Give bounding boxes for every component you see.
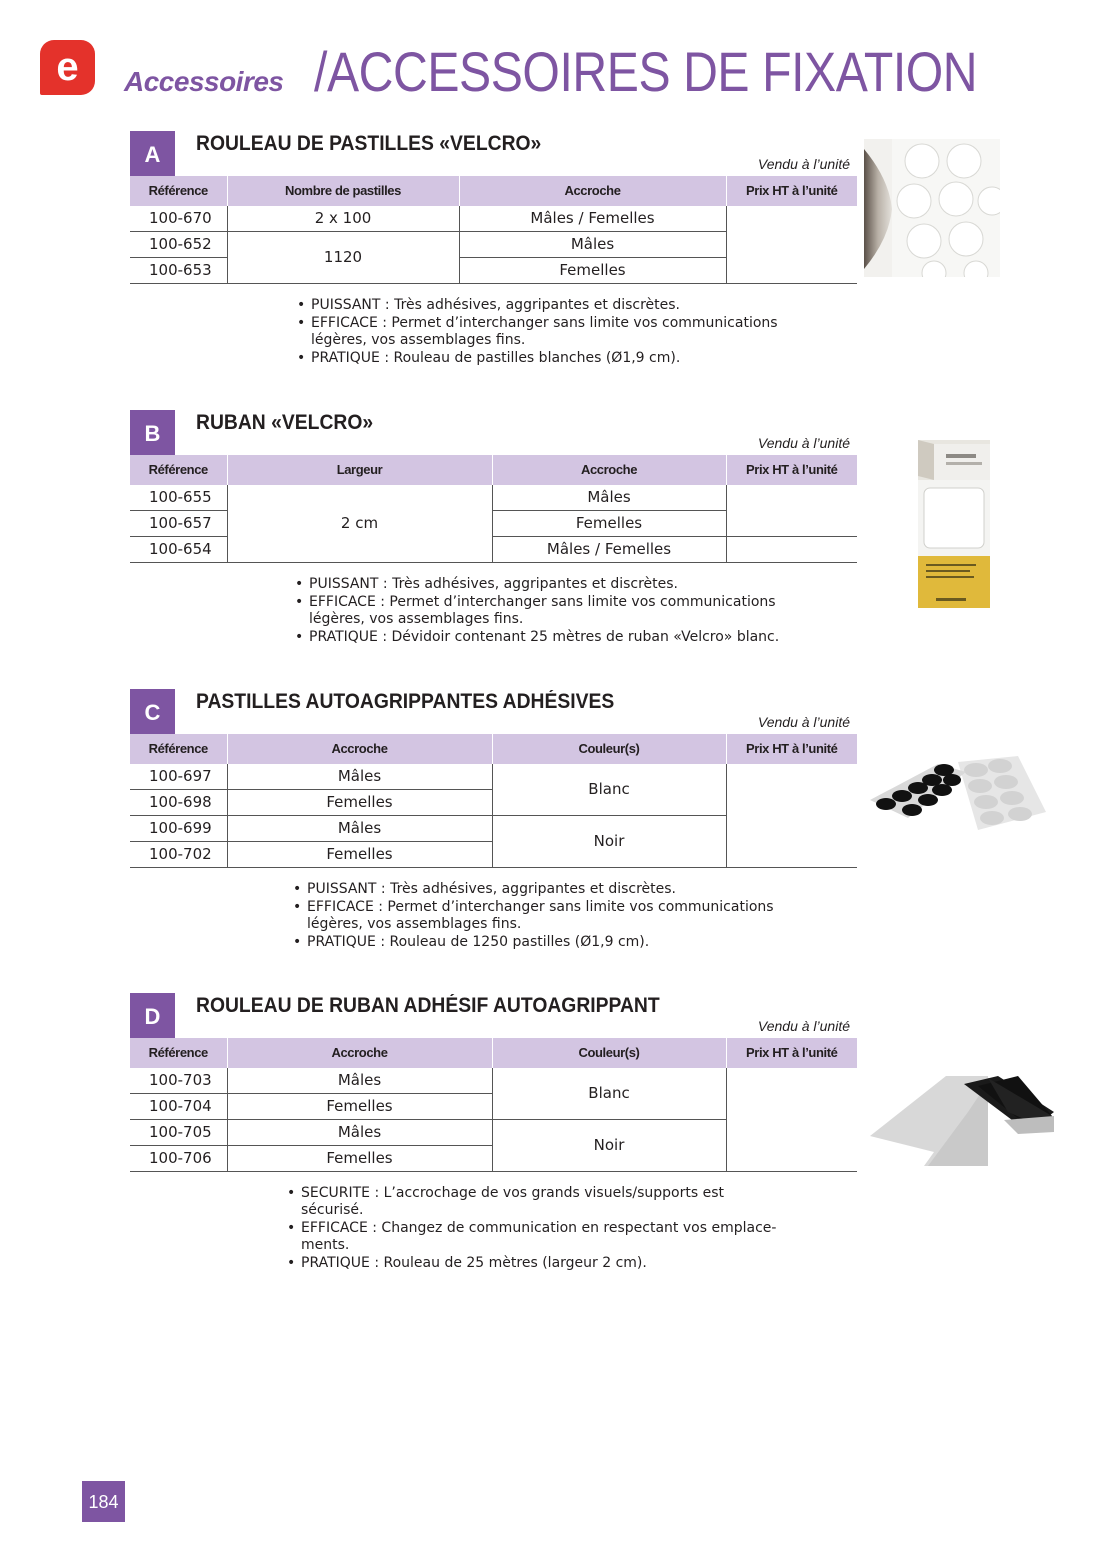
feature-key: EFFICACE [301, 1220, 368, 1236]
count-cell: 2 x 100 [227, 206, 459, 232]
feature-key: PRATIQUE [301, 1255, 370, 1271]
column-header: Accroche [459, 176, 726, 206]
feature-item [297, 315, 837, 349]
feature-item [297, 350, 837, 367]
fastening-cell: Mâles [492, 485, 726, 511]
column-header: Accroche [227, 734, 492, 764]
feature-item [287, 1185, 787, 1219]
feature-list [295, 576, 835, 647]
reference-cell: 100-703 [130, 1068, 227, 1094]
adhesive-dots-image [868, 752, 1048, 832]
fastening-cell: Mâles [459, 232, 726, 258]
feature-key: PUISSANT [309, 576, 379, 592]
feature-item [287, 1255, 787, 1272]
table-header-row [130, 176, 857, 206]
feature-item [297, 297, 837, 314]
feature-key: PRATIQUE [307, 934, 376, 950]
product-table [130, 734, 857, 868]
table-row [130, 1068, 857, 1094]
fastening-cell: Femelles [227, 790, 492, 816]
color-cell: Noir [492, 816, 726, 868]
feature-key: SECURITE [301, 1185, 371, 1201]
reference-cell: 100-702 [130, 842, 227, 868]
feature-item [293, 881, 833, 898]
fastening-cell: Femelles [492, 511, 726, 537]
reference-cell: 100-699 [130, 816, 227, 842]
section-letter: B [130, 410, 175, 456]
column-header: Couleur(s) [492, 734, 726, 764]
reference-cell: 100-657 [130, 511, 227, 537]
feature-text: : Rouleau de pastilles blanches (Ø1,9 cm). [379, 350, 681, 366]
column-header: Accroche [227, 1038, 492, 1068]
fastening-cell: Mâles / Femelles [459, 206, 726, 232]
brand-logo [40, 40, 95, 95]
fastening-cell: Femelles [227, 1146, 492, 1172]
feature-text: : L’accrochage de vos grands visuels/supports est sécurisé. [301, 1185, 724, 1218]
feature-key: PRATIQUE [309, 629, 378, 645]
color-cell: Blanc [492, 1068, 726, 1120]
feature-list [293, 881, 833, 952]
section-title: ROULEAU DE PASTILLES «VELCRO» [196, 132, 542, 155]
table-header-row [130, 455, 857, 485]
page-title: /ACCESSOIRES DE FIXATION [314, 40, 978, 103]
column-header: Référence [130, 455, 227, 485]
product-table [130, 455, 857, 563]
column-header: Largeur [227, 455, 492, 485]
price-cell [726, 206, 857, 284]
price-cell [726, 537, 857, 563]
reference-cell: 100-704 [130, 1094, 227, 1120]
feature-key: PUISSANT [307, 881, 377, 897]
section-title: RUBAN «VELCRO» [196, 411, 374, 434]
reference-cell: 100-698 [130, 790, 227, 816]
feature-text: : Changez de communication en respectant vos emplace-ments. [301, 1220, 777, 1253]
page-number: 184 [82, 1481, 125, 1522]
price-cell [726, 485, 857, 537]
section-letter: C [130, 689, 175, 735]
fastening-cell: Mâles [227, 764, 492, 790]
count-cell: 1120 [227, 232, 459, 284]
sold-per-unit-note: Vendu à l’unité [757, 435, 850, 451]
feature-list [287, 1185, 787, 1273]
reference-cell: 100-670 [130, 206, 227, 232]
feature-text: : Très adhésives, aggripantes et discrètes. [380, 297, 681, 313]
column-header: Référence [130, 1038, 227, 1068]
sold-per-unit-note: Vendu à l’unité [757, 1018, 850, 1034]
fastening-cell: Femelles [459, 258, 726, 284]
table-row [130, 206, 857, 232]
section-title: PASTILLES AUTOAGRIPPANTES ADHÉSIVES [196, 690, 615, 713]
section-title: ROULEAU DE RUBAN ADHÉSIF AUTOAGRIPPANT [196, 994, 660, 1017]
feature-item [287, 1220, 787, 1254]
feature-text: : Dévidoir contenant 25 mètres de ruban «Velcro» blanc. [377, 629, 780, 645]
reference-cell: 100-655 [130, 485, 227, 511]
column-header: Référence [130, 734, 227, 764]
fastening-cell: Mâles [227, 1068, 492, 1094]
feature-text: : Très adhésives, aggripantes et discrètes. [378, 576, 679, 592]
feature-text: : Permet d’interchanger sans limite vos communications légères, vos assemblages fins. [311, 315, 778, 348]
feature-text: : Permet d’interchanger sans limite vos communications légères, vos assemblages fins. [307, 899, 774, 932]
feature-key: EFFICACE [309, 594, 376, 610]
feature-item [293, 934, 833, 951]
velcro-dot-roll-image [864, 139, 1000, 277]
column-header: Prix HT à l’unité [726, 734, 857, 764]
column-header: Accroche [492, 455, 726, 485]
feature-text: : Permet d’interchanger sans limite vos communications légères, vos assemblages fins. [309, 594, 776, 627]
reference-cell: 100-705 [130, 1120, 227, 1146]
table-header-row [130, 734, 857, 764]
feature-text: : Rouleau de 25 mètres (largeur 2 cm). [369, 1255, 647, 1271]
section-letter: A [130, 131, 175, 177]
column-header: Prix HT à l’unité [726, 455, 857, 485]
category-label: Accessoires [124, 66, 284, 97]
feature-key: EFFICACE [307, 899, 374, 915]
reference-cell: 100-652 [130, 232, 227, 258]
feature-list [297, 297, 837, 368]
velcro-tape-dispenser-image [916, 440, 992, 608]
column-header: Prix HT à l’unité [726, 176, 857, 206]
feature-key: PUISSANT [311, 297, 381, 313]
column-header: Nombre de pastilles [227, 176, 459, 206]
column-header: Référence [130, 176, 227, 206]
reference-cell: 100-653 [130, 258, 227, 284]
feature-text: : Rouleau de 1250 pastilles (Ø1,9 cm). [375, 934, 650, 950]
product-table [130, 176, 857, 284]
fastening-cell: Mâles [227, 816, 492, 842]
width-cell: 2 cm [227, 485, 492, 563]
feature-key: PRATIQUE [311, 350, 380, 366]
sold-per-unit-note: Vendu à l’unité [757, 714, 850, 730]
feature-item [293, 899, 833, 933]
reference-cell: 100-654 [130, 537, 227, 563]
color-cell: Noir [492, 1120, 726, 1172]
feature-key: EFFICACE [311, 315, 378, 331]
color-cell: Blanc [492, 764, 726, 816]
feature-item [295, 629, 835, 646]
brand-logo-letter: e [56, 45, 79, 89]
sold-per-unit-note: Vendu à l’unité [757, 156, 850, 172]
price-cell [726, 1068, 857, 1172]
reference-cell: 100-706 [130, 1146, 227, 1172]
price-cell [726, 764, 857, 868]
table-row [130, 764, 857, 790]
reference-cell: 100-697 [130, 764, 227, 790]
feature-item [295, 594, 835, 628]
section-letter: D [130, 993, 175, 1039]
fastening-cell: Mâles [227, 1120, 492, 1146]
column-header: Prix HT à l’unité [726, 1038, 857, 1068]
table-header-row [130, 1038, 857, 1068]
fastening-cell: Femelles [227, 842, 492, 868]
feature-text: : Très adhésives, aggripantes et discrètes. [376, 881, 677, 897]
fastening-cell: Femelles [227, 1094, 492, 1120]
product-table [130, 1038, 857, 1172]
table-row [130, 485, 857, 511]
fastening-cell: Mâles / Femelles [492, 537, 726, 563]
column-header: Couleur(s) [492, 1038, 726, 1068]
adhesive-tape-strips-image [868, 1072, 1058, 1168]
feature-item [295, 576, 835, 593]
